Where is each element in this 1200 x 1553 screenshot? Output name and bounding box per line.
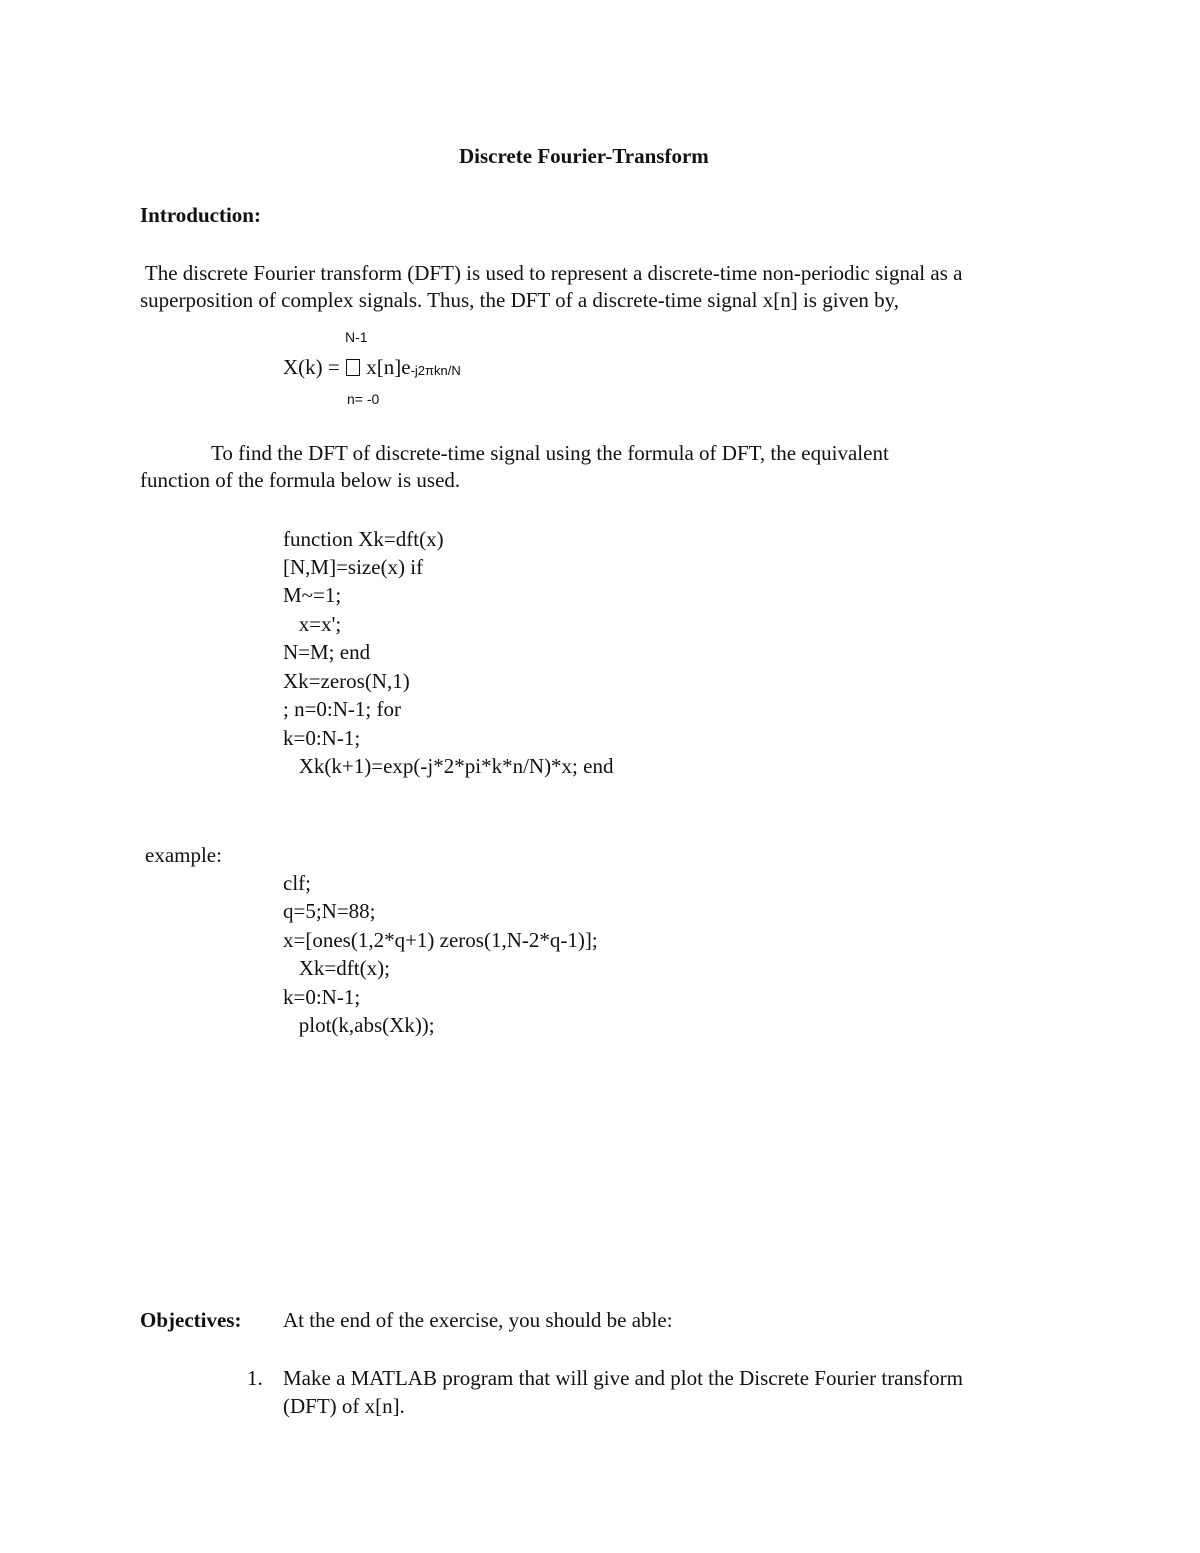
objective-text-line-2: (DFT) of x[n]. [283, 1394, 405, 1418]
objectives-label: Objectives: [140, 1308, 242, 1332]
code-line: clf; [283, 871, 311, 895]
formula-summand: x[n]e [361, 355, 411, 379]
code-line: x=x'; [283, 612, 342, 636]
intro-paragraph-line-1: The discrete Fourier transform (DFT) is used to represent a discrete-time non-periodic signal as a [140, 261, 963, 285]
code-line: M~=1; [283, 583, 342, 607]
objective-number: 1. [247, 1366, 263, 1390]
code-line: [N,M]=size(x) if [283, 555, 424, 579]
code-line: k=0:N-1; [283, 726, 361, 750]
code-line: function Xk=dft(x) [283, 527, 444, 551]
code-line: q=5;N=88; [283, 899, 376, 923]
formula-lower-limit: n= -0 [347, 391, 380, 407]
formula-expression [283, 357, 461, 378]
summation-symbol-icon [346, 359, 360, 376]
code-line: N=M; end [283, 640, 371, 664]
paragraph-2-line-1: To find the DFT of discrete-time signal using the formula of DFT, the equivalent [211, 441, 889, 465]
code-line: k=0:N-1; [283, 985, 361, 1009]
code-line: Xk=zeros(N,1) [283, 669, 410, 693]
code-line: plot(k,abs(Xk)); [283, 1013, 435, 1037]
example-label: example: [145, 843, 222, 867]
code-line: Xk=dft(x); [283, 956, 390, 980]
code-line: Xk(k+1)=exp(-j*2*pi*k*n/N)*x; end [283, 754, 614, 778]
objectives-intro: At the end of the exercise, you should be able: [283, 1308, 673, 1332]
code-line: ; n=0:N-1; for [283, 697, 401, 721]
formula-exponent: -j2πkn/N [410, 363, 461, 378]
formula-lhs: X(k) = [283, 355, 345, 379]
introduction-heading: Introduction: [140, 203, 261, 227]
formula-upper-limit: N-1 [345, 329, 368, 345]
document-title: Discrete Fourier-Transform [459, 144, 709, 168]
code-line: x=[ones(1,2*q+1) zeros(1,N-2*q-1)]; [283, 928, 598, 952]
paragraph-2-line-2: function of the formula below is used. [140, 468, 461, 492]
objective-text-line-1: Make a MATLAB program that will give and plot the Discrete Fourier transform [283, 1366, 963, 1390]
intro-paragraph-line-2: superposition of complex signals. Thus, the DFT of a discrete-time signal x[n] is given by, [140, 288, 899, 312]
